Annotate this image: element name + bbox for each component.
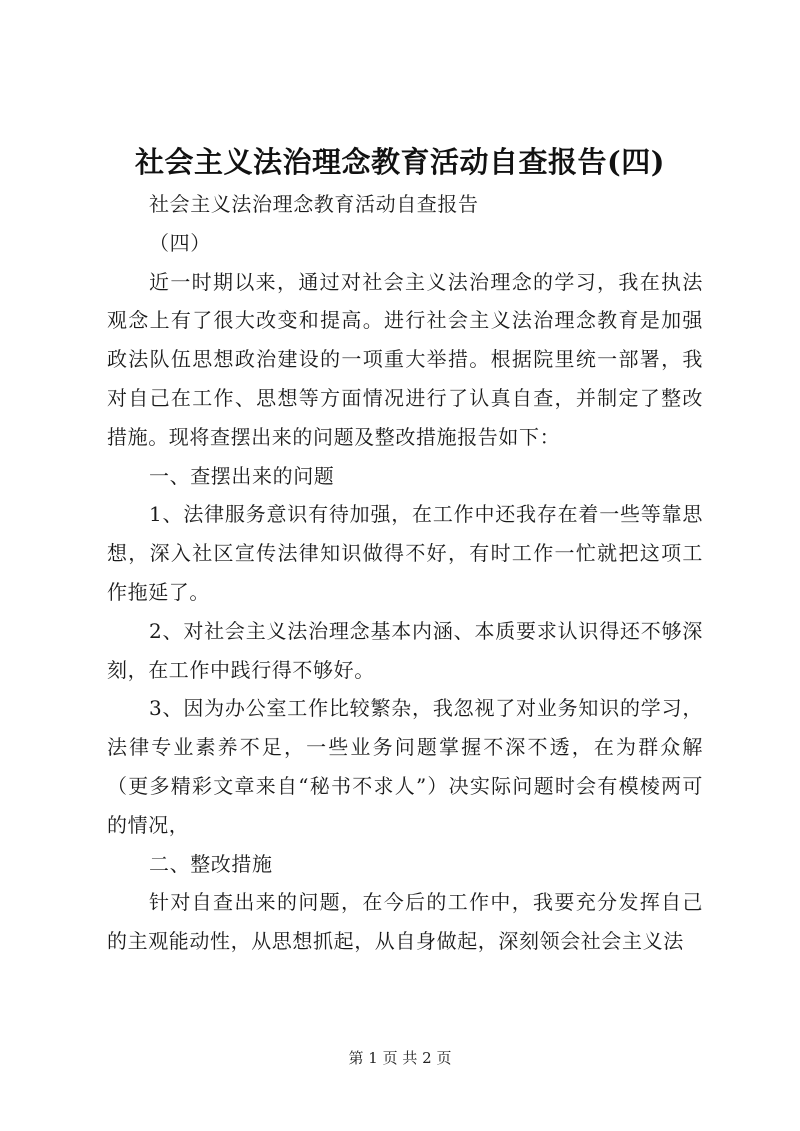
page-footer: 第 1 页 共 2 页 — [348, 1049, 452, 1067]
paragraph-problem-2: 2、对社会主义法治理念基本内涵、本质要求认识得还不够深刻，在工作中践行得不够好。 — [107, 618, 703, 682]
subtitle-number: （四） — [149, 230, 211, 255]
section-heading-problems: 一、查摆出来的问题 — [149, 463, 335, 488]
subtitle-line: 社会主义法治理念教育活动自查报告 — [149, 192, 479, 216]
document-title: 社会主义法治理念教育活动自查报告(四) — [135, 145, 665, 179]
section-heading-measures: 二、整改措施 — [149, 851, 273, 876]
paragraph-problem-3: 3、因为办公室工作比较繁杂，我忽视了对业务知识的学习，法律专业素养不足，一些业务问题掌握不深不透，在为群众解（更多精彩文章来自“秘书不求人”）决实际问题时会有模棱两可的情况， — [107, 696, 703, 837]
document-body — [107, 185, 703, 961]
paragraph-problem-1: 1、法律服务意识有待加强，在工作中还我存在着一些等靠思想，深入社区宣传法律知识做得不好，有时工作一忙就把这项工作拖延了。 — [107, 502, 703, 604]
paragraph-measures: 针对自查出来的问题，在今后的工作中，我要充分发挥自己的主观能动性，从思想抓起，从自身做起，深刻领会社会主义法 — [107, 890, 703, 954]
paragraph-intro: 近一时期以来，通过对社会主义法治理念的学习，我在执法观念上有了很大改变和提高。进行社会主义法治理念教育是加强政法队伍思想政治建设的一项重大举措。根据院里统一部署，我对自己在工作、思想等方面情况进行了认真自查，并制定了整改措施。现将查摆出来的问题及整改措施报告如下： — [107, 269, 703, 449]
